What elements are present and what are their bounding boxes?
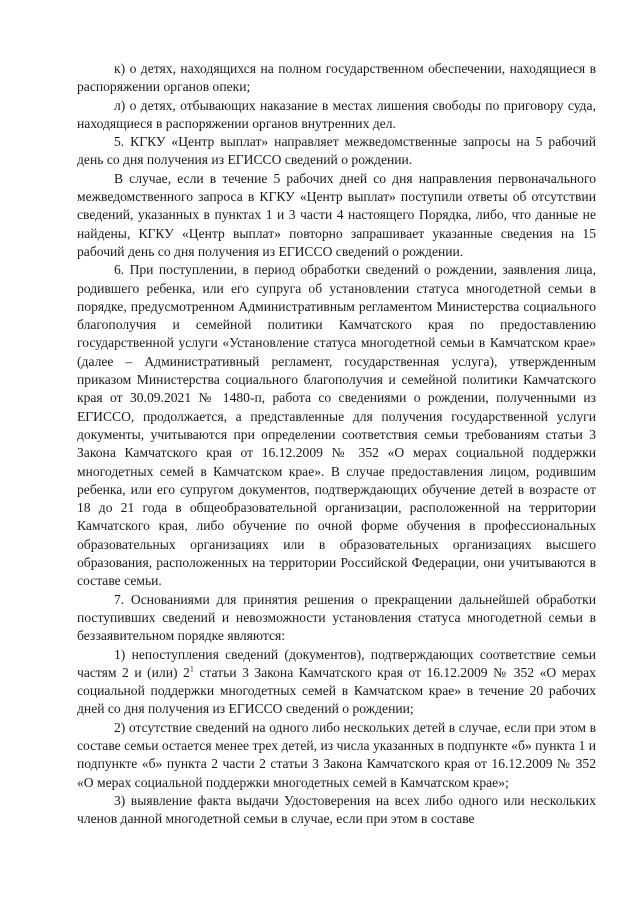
item-1-text-after: статьи 3 Закона Камчатского края от 16.12.2009 № 352 «О мерах социальной поддержки многодетных семей в Камчатском крае» в течение 20 рабочих дней со дня получения из ЕГИССО сведений о рождении; [77,664,596,717]
item-1-text-before: 1) непоступления сведений (документов), подтверждающих соответствие семьи частям 2 и (или) 2 [77,646,596,680]
paragraph-7: 7. Основаниями для принятия решения о прекращении дальнейшей обработки поступивших сведений и невозможности установления статуса многодетной семьи в беззаявительном порядке являются: [77,591,596,644]
paragraph-5: 5. КГКУ «Центр выплат» направляет межведомственные запросы на 5 рабочий день со дня получения из ЕГИССО сведений о рождении. [77,134,596,168]
paragraph-k: к) о детях, находящихся на полном государственном обеспечении, находящиеся в распоряжении органов опеки; [77,61,596,95]
document-body [77,60,596,828]
paragraph-l: л) о детях, отбывающих наказание в местах лишения свободы по приговору суда, находящиеся в распоряжении органов внутренних дел. [77,97,596,131]
paragraph-7-item-3: 3) выявление факта выдачи Удостоверения на всех либо одного или нескольких членов данной многодетной семьи в случае, если при этом в составе [77,792,596,827]
paragraph-7-item-2: 2) отсутствие сведений на одного либо нескольких детей в случае, если при этом в составе семьи остается менее трех детей, из числа указанных в подпункте «б» пункта 1 и подпункте «б» пункта 2 части 2 статьи 3 Закона Камчатского края от 16.12.2009 № 352 «О мерах социальной поддержки многодетных семей в Камчатском крае»; [77,719,596,790]
paragraph-5-repeat-request: В случае, если в течение 5 рабочих дней со дня направления первоначального межведомственного запроса в КГКУ «Центр выплат» поступили ответы об отсутствии сведений, указанных в пунктах 1 и 3 части 4 настоящего Порядка, либо, что данные не найдены, КГКУ «Центр выплат» повторно запрашивает указанные сведения на 15 рабочий день со дня получения из ЕГИССО сведений о рождении. [77,170,596,259]
paragraph-7-item-1 [77,646,596,719]
paragraph-6: 6. При поступлении, в период обработки сведений о рождении, заявления лица, родившего ребенка, или его супруга об установлении статуса многодетной семьи в порядке, предусмотренном Административным регламентом Министерства социального благополучия и семейной политики Камчатского края по предоставлению государственной услуги «Установление статуса многодетной семьи в Камчатском крае» (далее – Административный регламент, государственная услуга), утвержденным приказом Министерства социального благополучия и семейной политики Камчатского края от 30.09.2021 № 1480-п, работа со сведениями о рождении, полученными из ЕГИССО, продолжается, а представленные для получения государственной услуги документы, учитываются при определении соответствия семьи требованиям статьи 3 Закона Камчатского края от 16.12.2009 № 352 «О мерах социальной поддержки многодетных семей в Камчатском крае». В случае предоставления лицом, родившим ребенка, или его супругом документов, подтверждающих обучение детей в возрасте от 18 до 21 года в общеобразовательной организации, расположенной на территории Камчатского края, либо обучение по очной форме обучения в профессиональных образовательных организациях или в образовательных организациях высшего образования, расположенных на территории Российской Федерации, они учитываются в составе семьи. [77,262,596,589]
item-1-superscript: 1 [189,664,194,674]
